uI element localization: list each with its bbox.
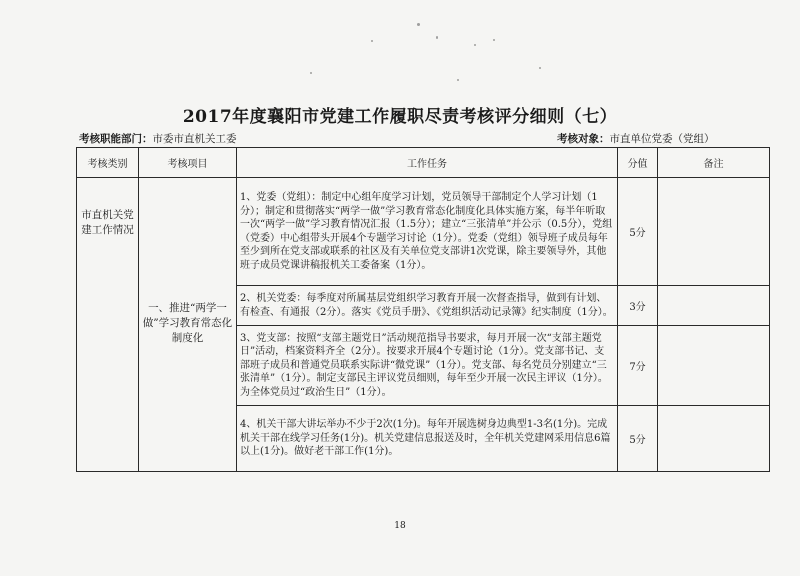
note-cell (658, 406, 770, 472)
scan-speck (371, 40, 373, 42)
scan-speck (310, 72, 312, 74)
score-cell: 5分 (618, 406, 658, 472)
score-cell: 7分 (618, 326, 658, 406)
table-header-row (77, 148, 770, 178)
header-category: 考核类别 (77, 148, 139, 178)
note-cell (658, 286, 770, 326)
assessment-target (557, 131, 715, 146)
target-value: 市直单位党委（党组） (609, 133, 715, 145)
scan-speck (457, 79, 459, 81)
category-cell: 市直机关党建工作情况 (77, 178, 139, 472)
note-cell (658, 178, 770, 286)
header-note: 备注 (658, 148, 770, 178)
score-cell: 5分 (618, 178, 658, 286)
header-task: 工作任务 (237, 148, 618, 178)
assessment-department (79, 131, 237, 146)
item-cell: 一、推进“两学一做”学习教育常态化制度化 (139, 178, 237, 472)
page-title: 2017年度襄阳市党建工作履职尽责考核评分细则（七） (182, 107, 618, 127)
target-label: 考核对象： (557, 133, 610, 145)
scan-speck (539, 67, 541, 69)
task-cell: 3、党支部：按照“支部主题党日”活动规范指导书要求，每月开展一次“支部主题党日”活动，档案资料齐全（2分）。按要求开展4个专题讨论（1分）。党支部书记、支部班子成员和普通党员联系实际讲“微党课”（1分）。党支部、每名党员分别建立“三张清单”（1分）。制定支部民主评议党员细则，每年至少开展一次民主评议（1分）。为全体党员过“政治生日”（1分）。 (237, 326, 618, 406)
task-cell: 2、机关党委：每季度对所属基层党组织学习教育开展一次督查指导，做到有计划、有检查、有通报（2分）。落实《党员手册》、《党组织活动记录簿》纪实制度（1分）。 (237, 286, 618, 326)
scoring-table (76, 147, 770, 472)
scan-speck (493, 39, 495, 41)
department-label: 考核职能部门： (79, 133, 153, 145)
page-number: 18 (394, 521, 406, 531)
header-score: 分值 (618, 148, 658, 178)
score-cell: 3分 (618, 286, 658, 326)
note-cell (658, 326, 770, 406)
department-value: 市委市直机关工委 (152, 133, 237, 145)
task-cell: 4、机关干部大讲坛举办不少于2次(1分)。每年开展选树身边典型1-3名(1分)。完成机关干部在线学习任务(1分)。机关党建信息报送及时，全年机关党建网采用信息6篇以上(1分)。做好老干部工作(1分)。 (237, 406, 618, 472)
task-cell: 1、党委（党组）：制定中心组年度学习计划，党员领导干部制定个人学习计划（1分）；制定和贯彻落实“两学一做”学习教育常态化制度化具体实施方案，每半年听取一次“两学一做”学习教育情况汇报（1.5分）；建立“三张清单”并公示（0.5分），党组（党委）中心组带头开展4个专题学习讨论（1分）。党委（党组）领导班子成员每年至少到所在党支部或联系的社区及有关单位党支部讲1次党课，除主要领导外，其他班子成员党课讲稿报机关工委备案（1分）。 (237, 178, 618, 286)
scan-speck (417, 23, 420, 26)
header-item: 考核项目 (139, 148, 237, 178)
scan-speck (436, 36, 438, 39)
scan-speck (474, 44, 476, 46)
table-row (77, 178, 770, 286)
